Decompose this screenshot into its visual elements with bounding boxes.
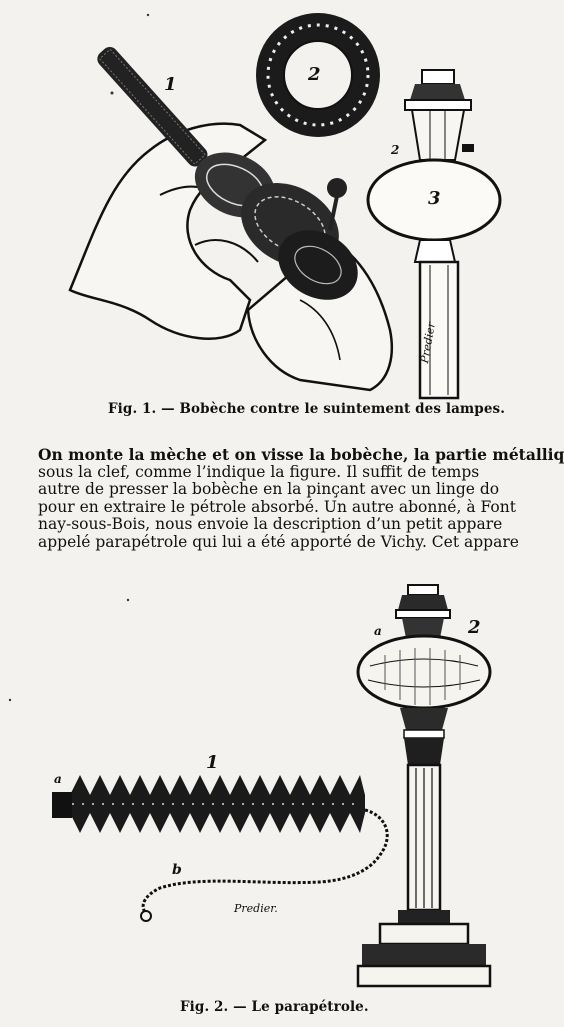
figure-2-label-2: 2 [468, 617, 481, 638]
body-line: appelé parapétrole qui lui a été apporté de Vichy. Cet appare [38, 532, 519, 551]
body-line: pour en extraire le pétrole absorbé. Un autre abonné, à Font [38, 497, 516, 516]
figure-2-illustration [0, 570, 500, 990]
figure-2-label-1: 1 [206, 752, 219, 773]
figure-2-label-lamp-a: a [374, 624, 382, 638]
article-body [38, 445, 564, 551]
figure-1-label-2b: 2 [391, 143, 400, 157]
figure-2-label-b: b [172, 862, 182, 878]
lamp-2-drawing [358, 585, 490, 986]
figure-2-caption: Fig. 2. — Le parapétrole. [180, 999, 369, 1015]
figure-1-label-3: 3 [428, 188, 441, 209]
figure-1-label-2: 2 [308, 64, 321, 85]
body-line: nay-sous-Bois, nous envoie la description d’un petit appare [38, 515, 503, 533]
figure-1-label-1: 1 [164, 74, 177, 95]
figure-2-label-strip-a: a [54, 772, 62, 786]
figure-2-signature: Predier. [234, 902, 278, 915]
chain-ring [141, 911, 151, 921]
body-line: sous la clef, comme l’indique la figure. Il suffit de temps [38, 462, 480, 481]
parapetrole-strip [52, 775, 365, 833]
body-line: autre de presser la bobèche en la pinçant avec un linge do [38, 480, 500, 498]
figure-1-caption: Fig. 1. — Bobèche contre le suintement des lampes. [108, 401, 506, 417]
body-line: On monte la mèche et on visse la bobèche, la partie métalliq [38, 445, 564, 464]
figure-1-signature: Predier [418, 321, 439, 365]
